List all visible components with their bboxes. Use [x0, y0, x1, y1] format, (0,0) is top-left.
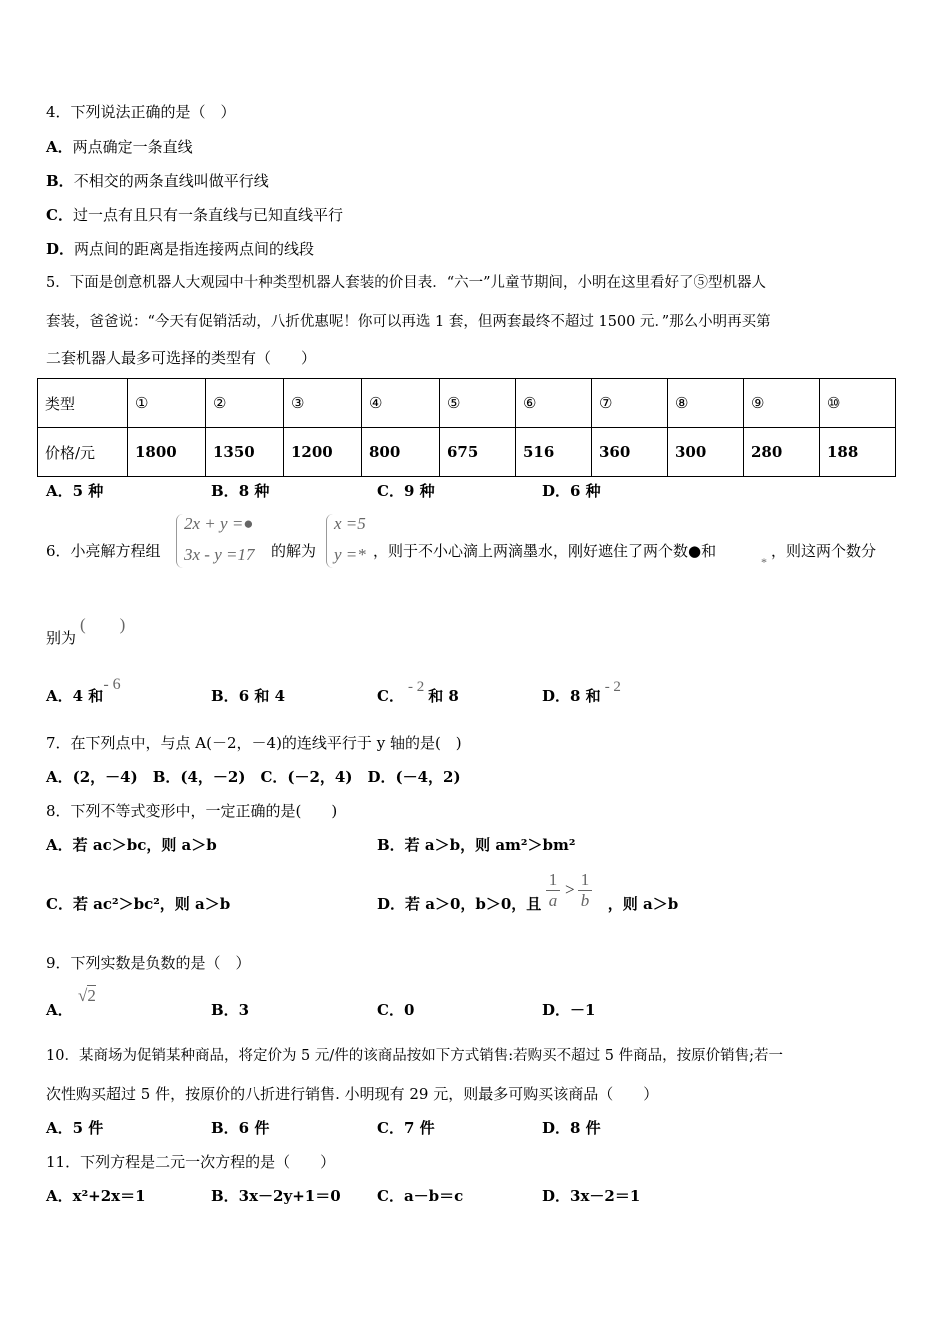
q8-option-a[interactable]: A．若 ac＞bc，则 a＞b: [46, 836, 217, 854]
q8-option-d[interactable]: [377, 894, 678, 914]
table-row: [38, 379, 896, 428]
q5-option-d[interactable]: [542, 481, 601, 501]
q6-option-b[interactable]: [211, 686, 285, 706]
option-label: B．: [211, 687, 239, 705]
solution-x: x =5: [334, 514, 366, 533]
table-cell: 188: [820, 428, 896, 477]
numerator: 1: [580, 870, 590, 889]
q6-option-a[interactable]: [46, 676, 121, 707]
q6-option-c[interactable]: [377, 679, 459, 707]
option-text: 4 和: [72, 687, 104, 705]
q8-option-c[interactable]: C．若 ac²＞bc²，则 a＞b: [46, 895, 231, 913]
q10-option-d[interactable]: D．8 件: [542, 1119, 601, 1137]
option-label: D．: [542, 687, 571, 705]
q11-option-b[interactable]: B．3x－2y+1＝0: [211, 1187, 341, 1205]
sqrt-symbol-icon: √: [78, 986, 88, 1005]
table-header-price: 价格/元: [38, 428, 128, 477]
q6-stem-prefix: 6．小亮解方程组: [46, 542, 161, 560]
fraction-1-over-b: [578, 870, 592, 911]
table-cell: ⑨: [744, 379, 820, 428]
q10-stem-line1: 10．某商场为促销某种商品，将定价为 5 元/件的该商品按如下方式销售:若购买不超过 5 件商品，按原价销售;若一: [46, 1048, 783, 1064]
table-cell: ⑦: [592, 379, 668, 428]
option-d-suffix: ，则 a＞b: [607, 895, 679, 913]
table-row: [38, 428, 896, 477]
numerator: 1: [548, 870, 558, 889]
q9-option-b[interactable]: B．3: [211, 1001, 250, 1019]
table-cell: ⑧: [668, 379, 744, 428]
equation-1: 2x + y =●: [184, 514, 254, 533]
table-cell: 360: [592, 428, 668, 477]
q4-option-a[interactable]: [46, 137, 193, 157]
table-cell: ⑤: [440, 379, 516, 428]
option-text: 两点间的距离是指连接两点间的线段: [74, 240, 315, 258]
option-label: A．: [46, 482, 73, 500]
q10-stem-line2: 次性购买超过 5 件，按原价的八折进行销售. 小明现有 29 元，则最多可购买该商品（ ）: [46, 1085, 659, 1103]
greater-than-sign: >: [565, 880, 575, 899]
option-label: B．: [46, 172, 74, 190]
option-text: 6 和 4: [238, 687, 286, 705]
fraction-1-over-a: [546, 870, 560, 911]
q9-stem: 9．下列实数是负数的是（ ）: [46, 954, 251, 972]
q9-option-c[interactable]: C．0: [377, 1001, 415, 1019]
option-text: 和 8: [428, 687, 459, 705]
option-label: A．: [46, 138, 73, 156]
sqrt-two: [78, 986, 96, 1006]
price-table: [37, 378, 896, 477]
option-label: C．: [377, 687, 404, 705]
option-text: 两点确定一条直线: [72, 138, 193, 156]
option-label: D．: [46, 240, 75, 258]
option-text: 8 种: [238, 482, 270, 500]
q11-option-c[interactable]: C．a－b＝c: [377, 1187, 464, 1205]
q10-option-b[interactable]: B．6 件: [211, 1119, 270, 1137]
q4-option-c[interactable]: [46, 205, 343, 225]
left-brace: [326, 514, 333, 568]
option-label: C．: [46, 206, 73, 224]
table-header-type: 类型: [38, 379, 128, 428]
option-text: 9 种: [403, 482, 435, 500]
q6-stem-mid: 的解为: [271, 542, 317, 560]
table-cell: 300: [668, 428, 744, 477]
q6-option-d[interactable]: [542, 679, 621, 707]
denominator: a: [546, 890, 560, 911]
q5-option-a[interactable]: [46, 481, 103, 501]
q11-option-a[interactable]: A．x²+2x＝1: [46, 1187, 146, 1205]
q6-stem-suffix: ，则于不小心滴上两滴墨水，刚好遮住了两个数●和: [373, 542, 717, 560]
option-text: 不相交的两条直线叫做平行线: [73, 172, 269, 190]
q5-stem-line3: 二套机器人最多可选择的类型有（ ）: [46, 349, 317, 367]
left-brace: [176, 514, 183, 568]
table-cell: ④: [362, 379, 440, 428]
math-value: - 2: [407, 679, 425, 695]
q10-option-c[interactable]: C．7 件: [377, 1119, 435, 1137]
q7-options[interactable]: A．(2，－4) B．(4，－2) C．(－2，4) D．(－4，2): [46, 768, 461, 786]
math-value: - 2: [604, 679, 621, 695]
q4-option-d[interactable]: [46, 239, 314, 259]
q11-option-d[interactable]: D．3x－2＝1: [542, 1187, 641, 1205]
table-cell: ③: [284, 379, 362, 428]
solution-y: y =*: [334, 545, 366, 564]
table-cell: 516: [516, 428, 592, 477]
denominator: b: [578, 890, 592, 911]
q9-option-d[interactable]: D．－1: [542, 1001, 596, 1019]
option-text: 5 种: [72, 482, 104, 500]
q9-option-a[interactable]: [46, 1000, 73, 1020]
table-cell: 800: [362, 428, 440, 477]
option-text: 6 种: [570, 482, 601, 500]
q5-stem-line2: 套装，爸爸说：“今天有促销活动，八折优惠呢！你可以再选 1 套，但两套最终不超过 1500 元．”那么小明再买第: [46, 314, 771, 330]
table-cell: ②: [206, 379, 284, 428]
table-cell: ⑥: [516, 379, 592, 428]
q4-option-b[interactable]: [46, 171, 269, 191]
answer-paren: ( ): [80, 615, 126, 634]
q11-stem: 11．下列方程是二元一次方程的是（ ）: [46, 1153, 336, 1171]
q5-stem-line1: 5．下面是创意机器人大观园中十种类型机器人套装的价目表．“六一”儿童节期间，小明在这里看好了⑤型机器人: [46, 275, 767, 291]
option-label: D．: [542, 482, 571, 500]
math-value: - 6: [103, 676, 121, 693]
option-text: 8 和: [570, 687, 601, 705]
radicand: 2: [87, 986, 96, 1005]
star-symbol: *: [761, 555, 767, 569]
option-label: A．: [46, 1001, 73, 1019]
option-label: B．: [211, 482, 239, 500]
table-cell: 1800: [128, 428, 206, 477]
q5-option-b[interactable]: [211, 481, 269, 501]
table-cell: ①: [128, 379, 206, 428]
option-label: A．: [46, 687, 73, 705]
table-cell: 280: [744, 428, 820, 477]
q6-stem-line2: 别为: [46, 629, 77, 647]
q4-stem: 4．下列说法正确的是（ ）: [46, 103, 236, 121]
table-cell: ⑩: [820, 379, 896, 428]
option-label: C．: [377, 482, 404, 500]
q7-stem: 7．在下列点中，与点 A(－2，－4)的连线平行于 y 轴的是( ): [46, 734, 462, 752]
q8-option-b[interactable]: B．若 a＞b，则 am²＞bm²: [377, 836, 576, 854]
q10-option-a[interactable]: A．5 件: [46, 1119, 104, 1137]
table-cell: 675: [440, 428, 516, 477]
table-cell: 1350: [206, 428, 284, 477]
option-d-prefix: D．若 a＞0，b＞0，且: [377, 895, 542, 913]
q5-option-c[interactable]: [377, 481, 435, 501]
q8-stem: 8．下列不等式变形中，一定正确的是( ): [46, 802, 338, 820]
q6-stem-end: ，则这两个数分: [771, 542, 877, 560]
table-cell: 1200: [284, 428, 362, 477]
option-text: 过一点有且只有一条直线与已知直线平行: [72, 206, 343, 224]
equation-2: 3x - y =17: [184, 545, 255, 564]
